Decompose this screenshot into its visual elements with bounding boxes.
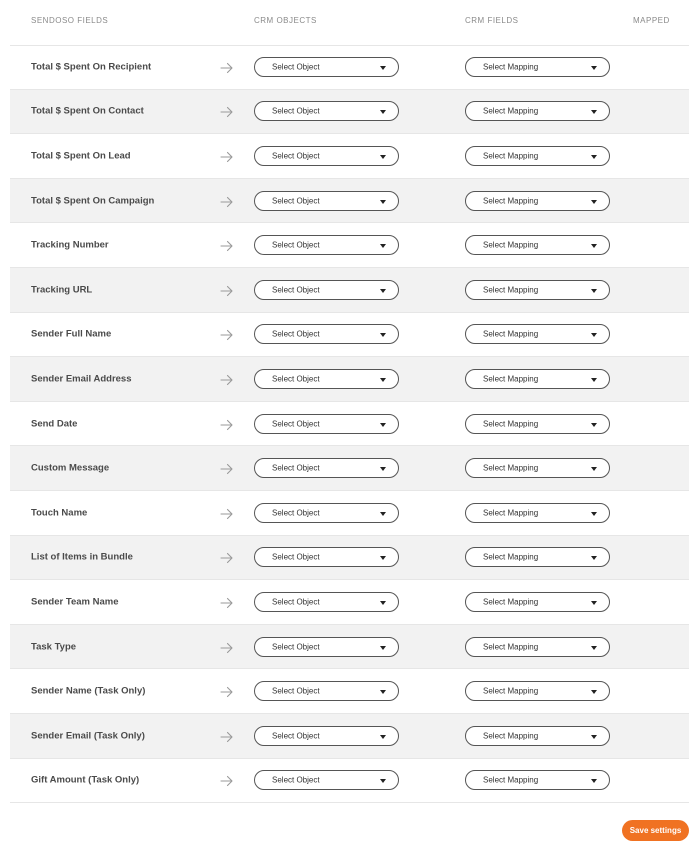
select-object-value: Select Object: [272, 775, 320, 785]
select-mapping-value: Select Mapping: [483, 552, 539, 562]
select-object-value: Select Object: [272, 151, 320, 161]
caret-down-icon: [591, 512, 597, 516]
select-mapping-value: Select Mapping: [483, 419, 539, 429]
select-object-dropdown[interactable]: [254, 191, 399, 211]
select-mapping-dropdown[interactable]: [465, 101, 610, 121]
caret-down-icon: [591, 735, 597, 739]
caret-down-icon: [380, 601, 386, 605]
select-object-value: Select Object: [272, 106, 320, 116]
arrow-right-icon: [220, 596, 234, 608]
select-mapping-value: Select Mapping: [483, 329, 539, 339]
select-mapping-dropdown[interactable]: [465, 726, 610, 746]
caret-down-icon: [380, 735, 386, 739]
select-object-value: Select Object: [272, 374, 320, 384]
sendoso-field-label: Gift Amount (Task Only): [31, 774, 140, 786]
table-row: [10, 714, 689, 759]
table-header: [0, 0, 699, 45]
sendoso-field-label: List of Items in Bundle: [31, 551, 133, 563]
caret-down-icon: [380, 423, 386, 427]
table-row: [10, 179, 689, 224]
select-object-value: Select Object: [272, 642, 320, 652]
select-object-value: Select Object: [272, 240, 320, 250]
table-row: [10, 759, 689, 804]
select-mapping-value: Select Mapping: [483, 597, 539, 607]
table-row: [10, 223, 689, 268]
select-mapping-value: Select Mapping: [483, 240, 539, 250]
select-object-value: Select Object: [272, 552, 320, 562]
select-object-value: Select Object: [272, 731, 320, 741]
header-crm-objects: CRM OBJECTS: [254, 16, 317, 25]
caret-down-icon: [591, 289, 597, 293]
select-mapping-value: Select Mapping: [483, 374, 539, 384]
sendoso-field-label: Total $ Spent On Contact: [31, 105, 144, 117]
select-mapping-value: Select Mapping: [483, 731, 539, 741]
table-row: [10, 625, 689, 670]
select-object-dropdown[interactable]: [254, 726, 399, 746]
caret-down-icon: [591, 646, 597, 650]
arrow-right-icon: [220, 641, 234, 653]
caret-down-icon: [591, 378, 597, 382]
select-object-dropdown[interactable]: [254, 146, 399, 166]
select-object-dropdown[interactable]: [254, 101, 399, 121]
select-mapping-value: Select Mapping: [483, 196, 539, 206]
select-mapping-value: Select Mapping: [483, 62, 539, 72]
select-mapping-value: Select Mapping: [483, 775, 539, 785]
select-mapping-value: Select Mapping: [483, 686, 539, 696]
caret-down-icon: [591, 66, 597, 70]
caret-down-icon: [380, 110, 386, 114]
table-row: [10, 90, 689, 135]
select-mapping-dropdown[interactable]: [465, 458, 610, 478]
sendoso-field-label: Total $ Spent On Campaign: [31, 195, 155, 207]
select-object-dropdown[interactable]: [254, 770, 399, 790]
table-row: [10, 669, 689, 714]
caret-down-icon: [380, 289, 386, 293]
arrow-right-icon: [220, 685, 234, 697]
table-row: [10, 580, 689, 625]
sendoso-field-label: Sender Team Name: [31, 596, 119, 608]
sendoso-field-label: Tracking URL: [31, 284, 93, 296]
save-settings-button[interactable]: Save settings: [622, 820, 689, 841]
table-row: [10, 446, 689, 491]
caret-down-icon: [380, 378, 386, 382]
caret-down-icon: [591, 467, 597, 471]
arrow-right-icon: [220, 195, 234, 207]
select-mapping-value: Select Mapping: [483, 106, 539, 116]
select-mapping-dropdown[interactable]: [465, 191, 610, 211]
caret-down-icon: [591, 155, 597, 159]
caret-down-icon: [380, 155, 386, 159]
select-mapping-dropdown[interactable]: [465, 414, 610, 434]
arrow-right-icon: [220, 239, 234, 251]
select-object-dropdown[interactable]: [254, 547, 399, 567]
select-object-value: Select Object: [272, 508, 320, 518]
caret-down-icon: [591, 556, 597, 560]
select-mapping-dropdown[interactable]: [465, 592, 610, 612]
caret-down-icon: [380, 779, 386, 783]
sendoso-field-label: Touch Name: [31, 507, 88, 519]
sendoso-field-label: Send Date: [31, 418, 78, 430]
select-object-value: Select Object: [272, 463, 320, 473]
arrow-right-icon: [220, 462, 234, 474]
select-mapping-value: Select Mapping: [483, 508, 539, 518]
select-object-dropdown[interactable]: [254, 280, 399, 300]
caret-down-icon: [591, 110, 597, 114]
select-mapping-dropdown[interactable]: [465, 146, 610, 166]
select-object-dropdown[interactable]: [254, 324, 399, 344]
select-object-dropdown[interactable]: [254, 503, 399, 523]
select-object-dropdown[interactable]: [254, 681, 399, 701]
select-object-value: Select Object: [272, 419, 320, 429]
select-mapping-dropdown[interactable]: [465, 770, 610, 790]
arrow-right-icon: [220, 284, 234, 296]
caret-down-icon: [380, 200, 386, 204]
table-row: [10, 134, 689, 179]
sendoso-field-label: Task Type: [31, 641, 77, 653]
select-object-dropdown[interactable]: [254, 458, 399, 478]
caret-down-icon: [380, 556, 386, 560]
sendoso-field-label: Sender Email Address: [31, 373, 132, 385]
caret-down-icon: [380, 66, 386, 70]
arrow-right-icon: [220, 373, 234, 385]
select-object-dropdown[interactable]: [254, 637, 399, 657]
caret-down-icon: [591, 244, 597, 248]
caret-down-icon: [591, 690, 597, 694]
select-mapping-value: Select Mapping: [483, 285, 539, 295]
table-row: [10, 45, 689, 90]
caret-down-icon: [380, 512, 386, 516]
table-row: [10, 313, 689, 358]
select-mapping-dropdown[interactable]: [465, 637, 610, 657]
select-object-value: Select Object: [272, 686, 320, 696]
select-object-dropdown[interactable]: [254, 369, 399, 389]
sendoso-field-label: Sender Full Name: [31, 328, 112, 340]
header-mapped: MAPPED: [633, 16, 670, 25]
arrow-right-icon: [220, 418, 234, 430]
select-object-dropdown[interactable]: [254, 235, 399, 255]
table-row: [10, 536, 689, 581]
select-mapping-dropdown[interactable]: [465, 324, 610, 344]
select-object-dropdown[interactable]: [254, 414, 399, 434]
select-object-value: Select Object: [272, 329, 320, 339]
table-row: [10, 357, 689, 402]
select-object-dropdown[interactable]: [254, 592, 399, 612]
header-sendoso-fields: SENDOSO FIELDS: [31, 16, 109, 25]
sendoso-field-label: Total $ Spent On Recipient: [31, 61, 152, 73]
caret-down-icon: [591, 779, 597, 783]
caret-down-icon: [591, 601, 597, 605]
select-object-value: Select Object: [272, 196, 320, 206]
arrow-right-icon: [220, 774, 234, 786]
caret-down-icon: [591, 423, 597, 427]
select-object-value: Select Object: [272, 285, 320, 295]
caret-down-icon: [591, 200, 597, 204]
arrow-right-icon: [220, 730, 234, 742]
select-mapping-dropdown[interactable]: [465, 369, 610, 389]
select-mapping-dropdown[interactable]: [465, 547, 610, 567]
header-crm-fields: CRM FIELDS: [465, 16, 519, 25]
select-mapping-value: Select Mapping: [483, 151, 539, 161]
select-mapping-dropdown[interactable]: [465, 503, 610, 523]
select-mapping-value: Select Mapping: [483, 642, 539, 652]
table-row: [10, 268, 689, 313]
arrow-right-icon: [220, 328, 234, 340]
arrow-right-icon: [220, 150, 234, 162]
caret-down-icon: [380, 244, 386, 248]
sendoso-field-label: Total $ Spent On Lead: [31, 150, 131, 162]
sendoso-field-label: Sender Name (Task Only): [31, 685, 146, 697]
caret-down-icon: [591, 333, 597, 337]
arrow-right-icon: [220, 105, 234, 117]
select-mapping-dropdown[interactable]: [465, 57, 610, 77]
table-row: [10, 402, 689, 447]
select-mapping-dropdown[interactable]: [465, 280, 610, 300]
caret-down-icon: [380, 333, 386, 337]
arrow-right-icon: [220, 507, 234, 519]
select-object-value: Select Object: [272, 597, 320, 607]
table-row: [10, 491, 689, 536]
arrow-right-icon: [220, 551, 234, 563]
sendoso-field-label: Custom Message: [31, 462, 110, 474]
select-mapping-dropdown[interactable]: [465, 681, 610, 701]
select-object-value: Select Object: [272, 62, 320, 72]
arrow-right-icon: [220, 61, 234, 73]
field-mapping-table: [10, 45, 689, 803]
sendoso-field-label: Tracking Number: [31, 239, 109, 251]
caret-down-icon: [380, 646, 386, 650]
caret-down-icon: [380, 467, 386, 471]
select-object-dropdown[interactable]: [254, 57, 399, 77]
select-mapping-dropdown[interactable]: [465, 235, 610, 255]
caret-down-icon: [380, 690, 386, 694]
sendoso-field-label: Sender Email (Task Only): [31, 730, 145, 742]
select-mapping-value: Select Mapping: [483, 463, 539, 473]
